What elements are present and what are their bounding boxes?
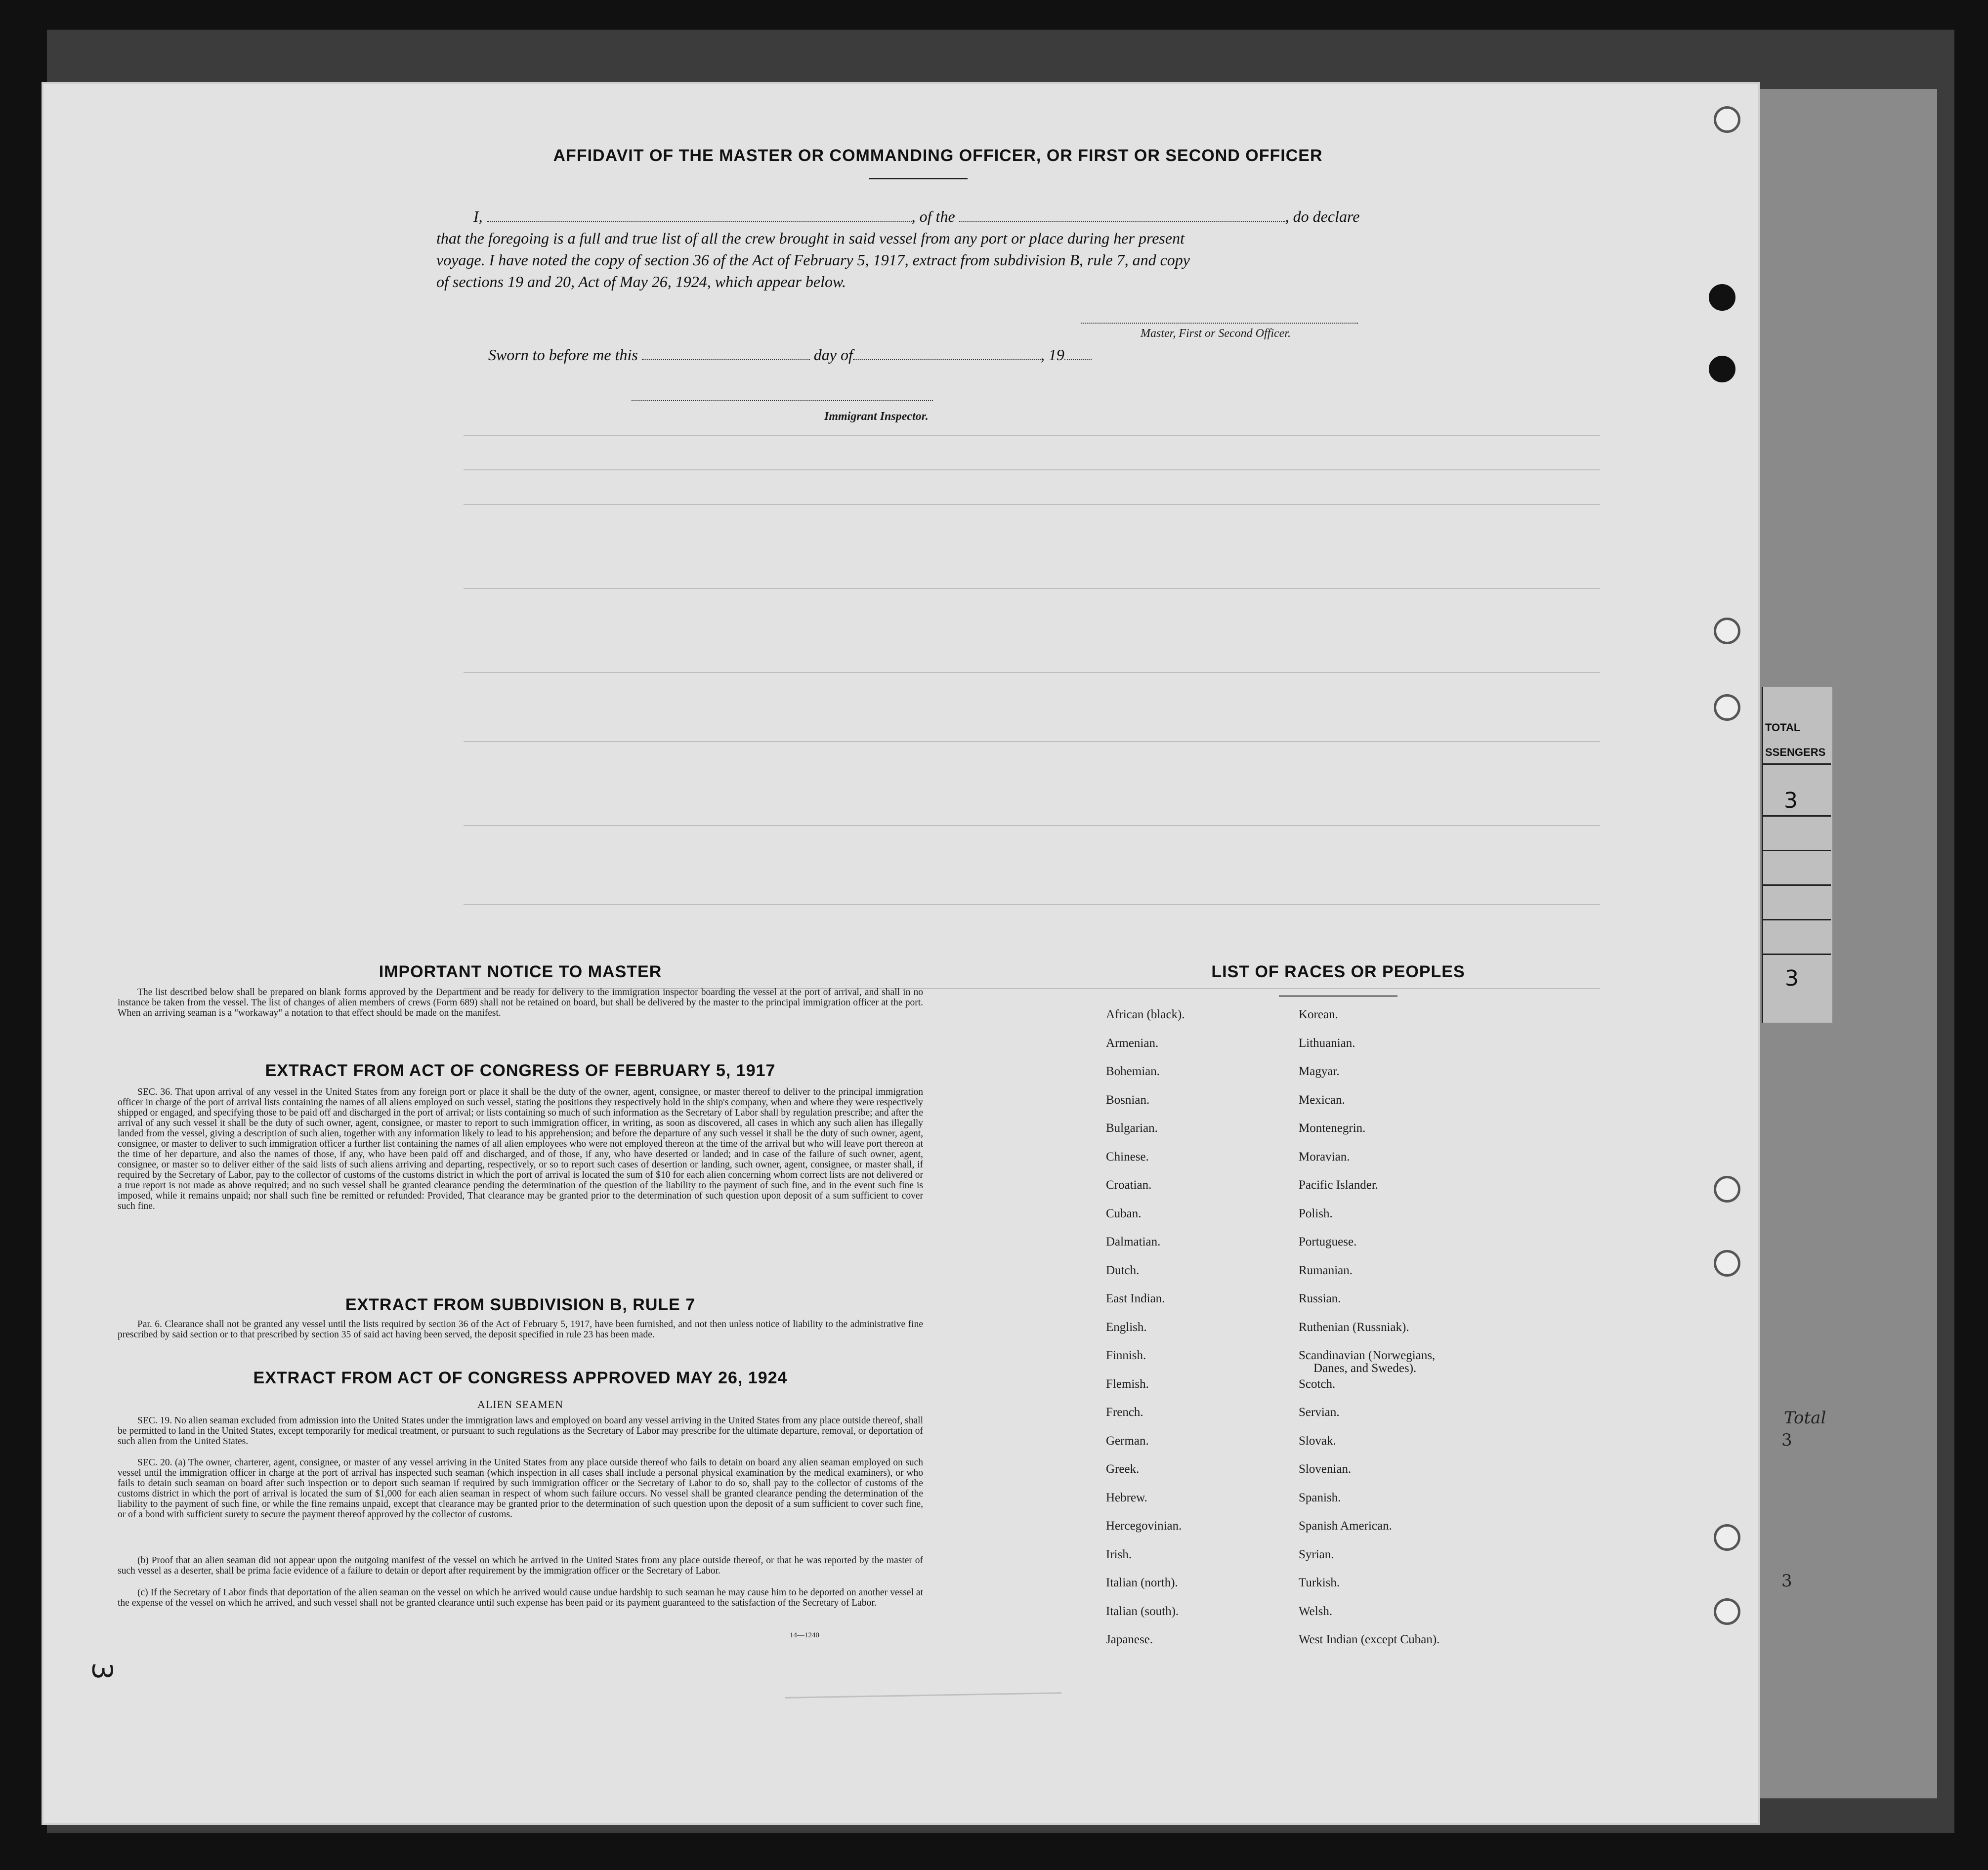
race-item: Slovak.: [1299, 1434, 1336, 1448]
bleed-through: [464, 588, 1600, 589]
race-item: Slovenian.: [1299, 1462, 1352, 1476]
bleed-through: [464, 435, 1600, 436]
bleed-through: [464, 672, 1600, 673]
race-item: Scandinavian (Norwegians,: [1299, 1349, 1436, 1362]
race-item: Japanese.: [1106, 1633, 1153, 1646]
race-item: Flemish.: [1106, 1377, 1149, 1391]
race-item: Pacific Islander.: [1299, 1178, 1379, 1192]
notice-title: IMPORTANT NOTICE TO MASTER: [379, 962, 662, 981]
race-item: Rumanian.: [1299, 1263, 1353, 1277]
extract-1924-sec19: SEC. 19. No alien seaman excluded from admission into the United States under the immigration laws and employed on board any vessel arriving in the United States from any place outside thereof, shall be permitted to land in the United States, except temporarily for medical treatment, or pursuant to such regulations as the Secretary of Labor may prescribe for the ultimate departure, removal, or deportation of such alien from the United States.: [118, 1415, 923, 1447]
race-item: Irish.: [1106, 1547, 1132, 1561]
race-item: Cuban.: [1106, 1206, 1142, 1220]
race-item: Italian (south).: [1106, 1604, 1179, 1618]
races-title-underline: [1279, 996, 1397, 997]
race-item: English.: [1106, 1320, 1147, 1334]
race-item: Moravian.: [1299, 1150, 1350, 1164]
title-underline: [869, 178, 968, 179]
extract-1924-title: EXTRACT FROM ACT OF CONGRESS APPROVED MAY 26, 1924: [253, 1369, 788, 1387]
bleed-through: [464, 825, 1600, 826]
race-item: Bosnian.: [1106, 1093, 1150, 1107]
race-item: Spanish American.: [1299, 1519, 1392, 1533]
race-item: Portuguese.: [1299, 1235, 1357, 1248]
master-signature-line[interactable]: [1081, 323, 1358, 324]
race-item: Finnish.: [1106, 1349, 1146, 1362]
bleed-through: [464, 504, 1600, 505]
race-item: Mexican.: [1299, 1093, 1345, 1107]
binder-hole: [1714, 1598, 1740, 1625]
total-value: 3: [1781, 1571, 1792, 1591]
binder-hole: [1709, 284, 1735, 311]
race-item: West Indian (except Cuban).: [1299, 1633, 1440, 1646]
race-item: Korean.: [1299, 1008, 1338, 1021]
notice-text: The list described below shall be prepared on blank forms approved by the Department and be ready for delivery to the immigration inspector boarding the vessel at the port of arrival, and shall in no instance be taken from the vessel. The list of changes of alien members of crews (Form 689) shall not be retained on board, but shall be delivered by the master to the principal immigration officer at the port. When an arriving seaman is a "workaway" a notation to that effect should be made on the manifest.: [118, 987, 923, 1018]
page-mark: 3: [85, 1662, 118, 1680]
race-item: Lithuanian.: [1299, 1036, 1355, 1050]
binder-hole: [1714, 694, 1740, 721]
races-title: LIST OF RACES OR PEOPLES: [1211, 962, 1465, 981]
bleed-through: [464, 469, 1600, 470]
total-value: 3: [1781, 1430, 1792, 1450]
day-of-text: day of: [813, 346, 853, 364]
race-item: Croatian.: [1106, 1178, 1152, 1192]
race-item: Dutch.: [1106, 1263, 1140, 1277]
year-prefix: , 19: [1040, 346, 1064, 364]
race-item: Hercegovinian.: [1106, 1519, 1182, 1533]
affidavit-title: AFFIDAVIT OF THE MASTER OR COMMANDING OFFICER, OR FIRST OR SECOND OFFICER: [553, 146, 1323, 165]
extract-1924-sec20b: (b) Proof that an alien seaman did not appear upon the outgoing manifest of the vessel on which he arrived in the United States from any place outside thereof, or that he was reported by the master of such vessel as a deserter, shall be prima facie evidence of a failure to detain or deport after requirement by the immigration officer or the Secretary of Labor.: [118, 1555, 923, 1576]
affidavit-line-4: of sections 19 and 20, Act of May 26, 1924, which appear below.: [436, 273, 846, 291]
binder-hole: [1714, 618, 1740, 644]
race-item: Turkish.: [1299, 1576, 1340, 1589]
extract-1917-text: SEC. 36. That upon arrival of any vessel in the United States from any foreign port or place it shall be the duty of the owner, agent, consignee, or master thereof to deliver to the principal immigration officer in charge of the port of arrival lists containing the names of all aliens employed on such vessel, stating the positions they respectively hold in the ship's company, when and where they were respectively shipped or engaged, and specifying those to be paid off and discharged in the port of arrival; or lists containing so much of such information as the Secretary of Labor shall by regulation prescribe; and after the arrival of any such vessel it shall be the duty of such owner, agent, consignee, or master to report to such immigration officer, in writing, as soon as discovered, all cases in which any such alien has illegally landed from the vessel, giving a description of such alien, together with any information likely to lead to his apprehension; and before the departure of any such vessel it shall be the duty of such owner, agent, consignee, or master to deliver to such immigration officer a further list containing the names of all alien employees who were not employed thereon at the time of the arrival but who will leave port thereon at the time of her departure, and also the names of those, if any, who have been paid off and discharged, and of those, if any, who have deserted or landed; and in case of the failure of such owner, agent, consignee, or master so to deliver either of the said lists of such aliens arriving and departing, respectively, or so to report such cases of desertion or landing, such owner, agent, consignee, or master shall, if required by the Secretary of Labor, pay to the collector of customs of the customs district in which the port of arrival is located the sum of $10 for each alien concerning whom correct lists are not delivered or a true report is not made as above required; and no such vessel shall be granted clearance pending the determination of the question of the liability to the payment of such fine, and in the event such fine is imposed, while it remains unpaid; nor shall such fine be remitted or refunded: Provided, That clearance may be granted prior to the determination of such question upon deposit of a sum sufficient to cover such fine.: [118, 1087, 923, 1211]
bleed-through: [464, 741, 1600, 742]
tally-rule: [1762, 954, 1831, 955]
tally-total-label: TOTAL: [1765, 721, 1801, 734]
race-item: East Indian.: [1106, 1292, 1165, 1305]
tally-rule: [1762, 763, 1831, 765]
race-item: Armenian.: [1106, 1036, 1159, 1050]
binder-hole: [1714, 106, 1740, 133]
tally-rule: [1762, 919, 1831, 920]
race-item: Servian.: [1299, 1406, 1340, 1419]
total-label: Total: [1784, 1408, 1826, 1428]
year-blank[interactable]: [1064, 359, 1092, 360]
tally-rule: [1762, 884, 1831, 886]
bleed-through: [464, 904, 1600, 905]
binder-hole: [1709, 356, 1735, 382]
race-item: French.: [1106, 1406, 1143, 1419]
binder-hole: [1714, 1250, 1740, 1277]
affidavit-declare: , do declare: [1285, 208, 1360, 225]
sworn-text: Sworn to before me this: [488, 346, 638, 364]
inspector-label: Immigrant Inspector.: [824, 410, 929, 423]
race-item: Scotch.: [1299, 1377, 1336, 1391]
binder-hole: [1714, 1524, 1740, 1551]
race-item: Chinese.: [1106, 1150, 1149, 1164]
rule7-title: EXTRACT FROM SUBDIVISION B, RULE 7: [345, 1295, 696, 1314]
extract-1924-subtitle: ALIEN SEAMEN: [477, 1398, 563, 1411]
affidavit-of-the: , of the: [911, 208, 955, 225]
rule7-text: Par. 6. Clearance shall not be granted any vessel until the lists required by section 36 of the Act of February 5, 1917, have been furnished, and not then unless notice of liability to the administrative fine prescribed by said section or to that prescribed by section 35 of said act having been served, the deposit specified in rule 23 has been made.: [118, 1319, 923, 1340]
extract-1924-sec20a: SEC. 20. (a) The owner, charterer, agent, consignee, or master of any vessel arriving in the United States from any place outside thereof who fails to detain on board any alien seaman employed on such vessel until the immigration officer in charge at the port of arrival has inspected such seaman (which inspection in all cases shall include a personal physical examination by the medical examiners), or who fails to detain such seaman on board after such inspection or to deport such seaman if required by such immigration officer or the Secretary of Labor to do so, shall pay to the collector of customs of the customs district in which the port of arrival is located the sum of $1,000 for each alien seaman in respect of whom such failure occurs. No vessel shall be granted clearance pending the determination of the liability to the payment of such fine, or while the fine remains unpaid, except that clearance may be granted prior to the determination of such question upon the deposit of a sum sufficient to cover such fine, or of a bond with sufficient surety to secure the payment thereof approved by the collector of customs.: [118, 1457, 923, 1520]
inspector-signature-line[interactable]: [632, 400, 933, 401]
affidavit-line-2: that the foregoing is a full and true list of all the crew brought in said vessel from any port or place during her present: [436, 229, 1184, 247]
tally-value: 3: [1784, 788, 1798, 813]
race-item: German.: [1106, 1434, 1149, 1448]
race-item: Ruthenian (Russniak).: [1299, 1320, 1409, 1334]
extract-1924-sec20c: (c) If the Secretary of Labor finds that deportation of the alien seaman on the vessel on which he arrived would cause undue hardship to such seaman he may cause him to be deported on another vessel at the expense of the vessel on which he arrived, and such vessel shall not be granted clearance until such expense has been paid or its payment guaranteed to the satisfaction of the Secretary of Labor.: [118, 1587, 923, 1608]
race-item: Russian.: [1299, 1292, 1341, 1305]
race-item: Italian (north).: [1106, 1576, 1178, 1589]
extract-1917-title: EXTRACT FROM ACT OF CONGRESS OF FEBRUARY 5, 1917: [265, 1061, 776, 1080]
race-item: Welsh.: [1299, 1604, 1333, 1618]
affidavit-i: I,: [473, 208, 483, 225]
tally-passengers-label: SSENGERS: [1765, 746, 1826, 758]
affidavit-line-1: [473, 208, 1437, 226]
race-item: African (black).: [1106, 1008, 1185, 1021]
master-label: Master, First or Second Officer.: [1141, 327, 1291, 340]
race-item: Greek.: [1106, 1462, 1140, 1476]
month-blank[interactable]: [853, 359, 1041, 360]
race-item: Bulgarian.: [1106, 1122, 1158, 1135]
race-item: Spanish.: [1299, 1491, 1341, 1504]
tally-rule: [1762, 850, 1831, 851]
race-item: Danes, and Swedes).: [1313, 1362, 1417, 1375]
affidavit-line-3: voyage. I have noted the copy of section 36 of the Act of February 5, 1917, extract from subdivision B, rule 7, and copy: [436, 251, 1190, 269]
race-item: Montenegrin.: [1299, 1122, 1366, 1135]
tally-rule: [1762, 815, 1831, 817]
tally-value: 3: [1785, 966, 1799, 991]
form-number: 14—1240: [790, 1631, 819, 1639]
binder-hole: [1714, 1176, 1740, 1203]
race-item: Polish.: [1299, 1206, 1333, 1220]
sworn-line: [488, 346, 1229, 364]
document-page: [43, 84, 1758, 1823]
race-item: Magyar.: [1299, 1065, 1340, 1078]
race-item: Bohemian.: [1106, 1065, 1160, 1078]
race-item: Dalmatian.: [1106, 1235, 1161, 1248]
day-blank[interactable]: [642, 359, 810, 360]
name-blank[interactable]: [487, 221, 912, 222]
faint-signature: [785, 1677, 1061, 1699]
vessel-blank[interactable]: [959, 221, 1285, 222]
race-item: Hebrew.: [1106, 1491, 1147, 1504]
race-item: Syrian.: [1299, 1547, 1334, 1561]
